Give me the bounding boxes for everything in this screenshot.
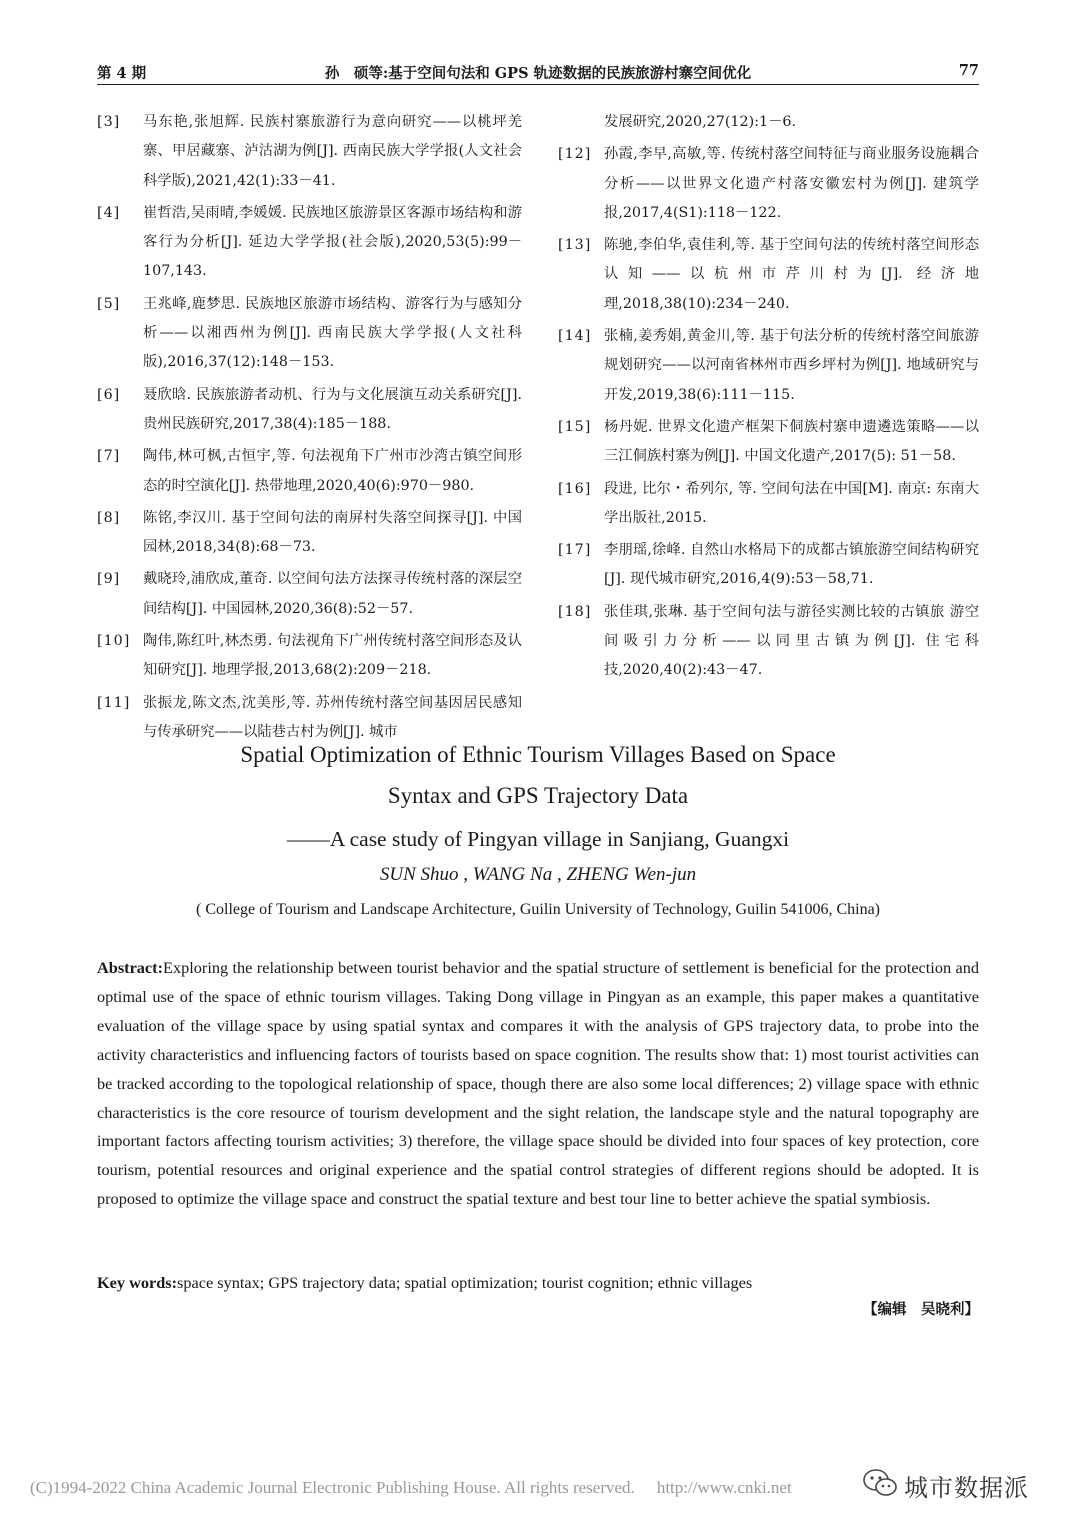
reference-item: [4] 崔哲浩,吴雨晴,李媛媛. 民族地区旅游景区客源市场结构和游客行为分析[J]. 延边大学学报(社会版),2020,53(5):99－107,143. [97, 204, 522, 280]
footer-url[interactable]: http://www.cnki.net [656, 1478, 792, 1497]
english-authors: SUN Shuo , WANG Na , ZHENG Wen-jun [379, 864, 697, 885]
reference-item: [5] 王兆峰,鹿梦思. 民族地区旅游市场结构、游客行为与感知分析——以湘西州为例[J]. 西南民族大学学报(人文社科版),2016,37(12):148－153. [97, 295, 522, 371]
running-header [97, 60, 979, 85]
reference-item: [17] 李朋瑶,徐峰. 自然山水格局下的成都古镇旅游空间结构研究[J]. 现代城市研究,2016,4(9):53－58,71. [558, 542, 979, 588]
abstract-label: Abstract: [97, 958, 164, 977]
keywords-text: space syntax; GPS trajectory data; spatial optimization; tourist cognition; ethnic villages [177, 1273, 753, 1292]
page-number: 77 [958, 62, 979, 79]
reference-item: [16] 段进, 比尔・希列尔, 等. 空间句法在中国[M]. 南京: 东南大学出版社,2015. [558, 480, 979, 526]
reference-item: [8] 陈铭,李汉川. 基于空间句法的南屏村失落空间探寻[J]. 中国园林,2018,34(8):68－73. [97, 509, 522, 556]
english-title-block [97, 734, 979, 922]
english-keywords [97, 1270, 979, 1296]
issue-number: 第 4 期 [97, 65, 147, 82]
reference-item: [7] 陶伟,林可枫,古恒宇,等. 句法视角下广州市沙湾古镇空间形态的时空演化[J]. 热带地理,2020,40(6):970－980. [97, 448, 522, 494]
footer [30, 1478, 792, 1498]
watermark-text: 城市数据派 [904, 1473, 1029, 1502]
wechat-icon [862, 1468, 898, 1502]
abstract-text: Exploring the relationship between tourist behavior and the spatial structure of settlement is beneficial for the protection and optimal use of the space of ethnic tourism villages. Taking Dong village in Pingyan as an example, this paper makes a quantitative evaluation of the village space by using spatial syntax and compares it with the analysis of GPS trajectory data, to probe into the activity characteristics and influencing factors of tourists based on space cognition. The results show that: 1) most tourist activities can be tracked according to the topological relationship of space, though there are also some local differences; 2) village space with ethnic characteristics is the core resource of tourism development and the sight relation, the landscape style and the natural topography are important factors affecting tourism activities; 3) therefore, the village space should be divided into four spaces of key protection, core tourism, potential resources and original experience and the spatial control strategies of different regions should be adopted. It is proposed to optimize the village space and construct the spatial texture and best tour line to better achieve the spatial symbiosis. [97, 958, 979, 1209]
reference-item: [12] 孙霞,李早,高敏,等. 传统村落空间特征与商业服务设施耦合分析——以世界文化遗产村落安徽宏村为例[J]. 建筑学报,2017,4(S1):118－122. [558, 146, 979, 221]
reference-item: [9] 戴晓玲,浦欣成,董奇. 以空间句法方法探寻传统村落的深层空间结构[J]. 中国园林,2020,36(8):52－57. [97, 571, 522, 617]
english-title-line-1: Spatial Optimization of Ethnic Tourism Villages Based on Space [240, 742, 836, 767]
reference-item: [10] 陶伟,陈红叶,林杰勇. 句法视角下广州传统村落空间形态及认知研究[J]. 地理学报,2013,68(2):209－218. [97, 633, 522, 679]
reference-continuation: 发展研究,2020,27(12):1－6. [604, 114, 797, 130]
reference-item: [11] 张振龙,陈文杰,沈美彤,等. 苏州传统村落空间基因居民感知与传承研究——以陆巷古村为例[J]. 城市 [97, 694, 522, 740]
reference-item: [3] 马东艳,张旭辉. 民族村寨旅游行为意向研究——以桃坪羌寨、甲居藏寨、泸沽湖为例[J]. 西南民族大学学报(人文社会科学版),2021,42(1):33－41. [97, 114, 522, 189]
references-left-column [97, 108, 522, 750]
english-affiliation: ( College of Tourism and Landscape Architecture, Guilin University of Technology, Guilin 541006, China) [196, 901, 880, 918]
reference-item: [13] 陈驰,李伯华,袁佳利,等. 基于空间句法的传统村落空间形态认知——以杭州市芹川村为[J]. 经济地理,2018,38(10):234－240. [558, 237, 979, 312]
reference-item: [6] 聂欣晗. 民族旅游者动机、行为与文化展演互动关系研究[J]. 贵州民族研究,2017,38(4):185－188. [97, 386, 522, 432]
reference-item: [15] 杨丹妮. 世界文化遗产框架下侗族村寨申遗遴选策略——以三江侗族村寨为例[J]. 中国文化遗产,2017(5): 51－58. [558, 418, 979, 465]
english-title-line-2: Syntax and GPS Trajectory Data [387, 783, 689, 808]
reference-item: [18] 张佳琪,张琳. 基于空间句法与游径实测比较的古镇旅 游空间吸引力分析——以同里古镇为例[J]. 住宅科技,2020,40(2):43－47. [558, 603, 979, 679]
keywords-label: Key words: [97, 1273, 178, 1292]
running-title: 孙 硕等:基于空间句法和 GPS 轨迹数据的民族旅游村寨空间优化 [324, 65, 752, 82]
references-right-column [558, 108, 979, 689]
copyright-notice: (C)1994-2022 China Academic Journal Electronic Publishing House. All rights reserved. [30, 1478, 635, 1497]
english-abstract [97, 954, 979, 1214]
reference-item: [14] 张楠,姜秀娟,黄金川,等. 基于句法分析的传统村落空间旅游规划研究——以河南省林州市西乡坪村为例[J]. 地域研究与开发,2019,38(6):111－115. [558, 328, 979, 403]
watermark [862, 1465, 1029, 1505]
english-subtitle: ——A case study of Pingyan village in Sanjiang, Guangxi [286, 827, 790, 851]
editor-note: 【编辑 吴晓利】 [863, 1301, 979, 1318]
